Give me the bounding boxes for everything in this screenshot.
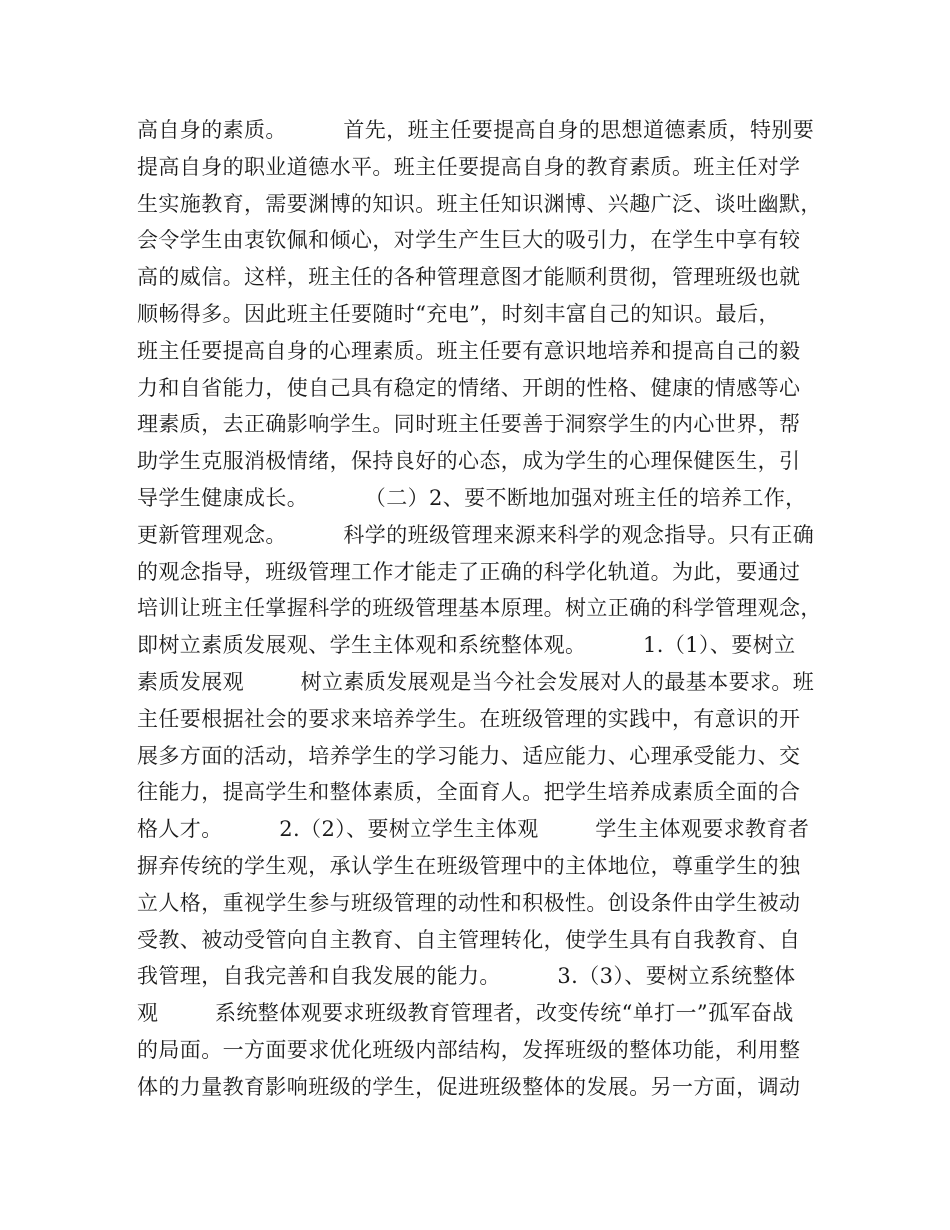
- text-line: 高的威信。这样，班主任的各种管理意图才能顺利贯彻，管理班级也就: [137, 265, 801, 290]
- text-line: 导学生健康成长。 （二）2、要不断地加强对班主任的培养工作，: [137, 485, 807, 510]
- text-line: 培训让班主任掌握科学的班级管理基本原理。树立正确的科学管理观念，: [137, 596, 822, 621]
- body-text: [137, 112, 837, 1106]
- text-line: 班主任要提高自身的心理素质。班主任要有意识地培养和提高自己的毅: [137, 338, 801, 363]
- text-line: 的观念指导，班级管理工作才能走了正确的科学化轨道。为此，要通过: [137, 559, 801, 584]
- text-line: 更新管理观念。 科学的班级管理来源来科学的观念指导。只有正确: [137, 522, 815, 547]
- text-line: 观 系统整体观要求班级教育管理者，改变传统“单打一”孤军奋战: [137, 1001, 794, 1026]
- text-line: 助学生克服消极情绪，保持良好的心态，成为学生的心理保健医生，引: [137, 449, 801, 474]
- text-line: 理素质，去正确影响学生。同时班主任要善于洞察学生的内心世界，帮: [137, 412, 801, 437]
- text-line: 往能力，提高学生和整体素质，全面育人。把学生培养成素质全面的合: [137, 780, 801, 805]
- text-line: 生实施教育，需要渊博的知识。班主任知识渊博、兴趣广泛、谈吐幽默，: [137, 191, 822, 216]
- text-line: 受教、被动受管向自主教育、自主管理转化，使学生具有自我教育、自: [137, 927, 801, 952]
- text-line: 格人才。 2.（2）、要树立学生主体观 学生主体观要求教育者: [137, 817, 810, 842]
- text-line: 提高自身的职业道德水平。班主任要提高自身的教育素质。班主任对学: [137, 154, 801, 179]
- text-line: 体的力量教育影响班级的学生，促进班级整体的发展。另一方面，调动: [137, 1074, 801, 1099]
- text-line: 摒弃传统的学生观，承认学生在班级管理中的主体地位，尊重学生的独: [137, 853, 801, 878]
- text-line: 力和自省能力，使自己具有稳定的情绪、开朗的性格、健康的情感等心: [137, 375, 801, 400]
- text-line: 素质发展观 树立素质发展观是当今社会发展对人的最基本要求。班: [137, 669, 815, 694]
- text-line: 即树立素质发展观、学生主体观和系统整体观。 1.（1）、要树立: [137, 633, 796, 658]
- text-line: 的局面。一方面要求优化班级内部结构，发挥班级的整体功能，利用整: [137, 1037, 801, 1062]
- text-line: 顺畅得多。因此班主任要随时“充电”，时刻丰富自己的知识。最后，: [137, 301, 780, 326]
- text-line: 高自身的素质。 首先，班主任要提高自身的思想道德素质，特别要: [137, 118, 815, 142]
- text-line: 我管理，自我完善和自我发展的能力。 3.（3）、要树立系统整体: [137, 964, 796, 989]
- text-line: 主任要根据社会的要求来培养学生。在班级管理的实践中，有意识的开: [137, 706, 801, 731]
- text-line: 立人格，重视学生参与班级管理的动性和积极性。创设条件由学生被动: [137, 890, 801, 915]
- text-line: 展多方面的活动，培养学生的学习能力、适应能力、心理承受能力、交: [137, 743, 801, 768]
- text-line: 会令学生由衷钦佩和倾心，对学生产生巨大的吸引力，在学生中享有较: [137, 228, 801, 253]
